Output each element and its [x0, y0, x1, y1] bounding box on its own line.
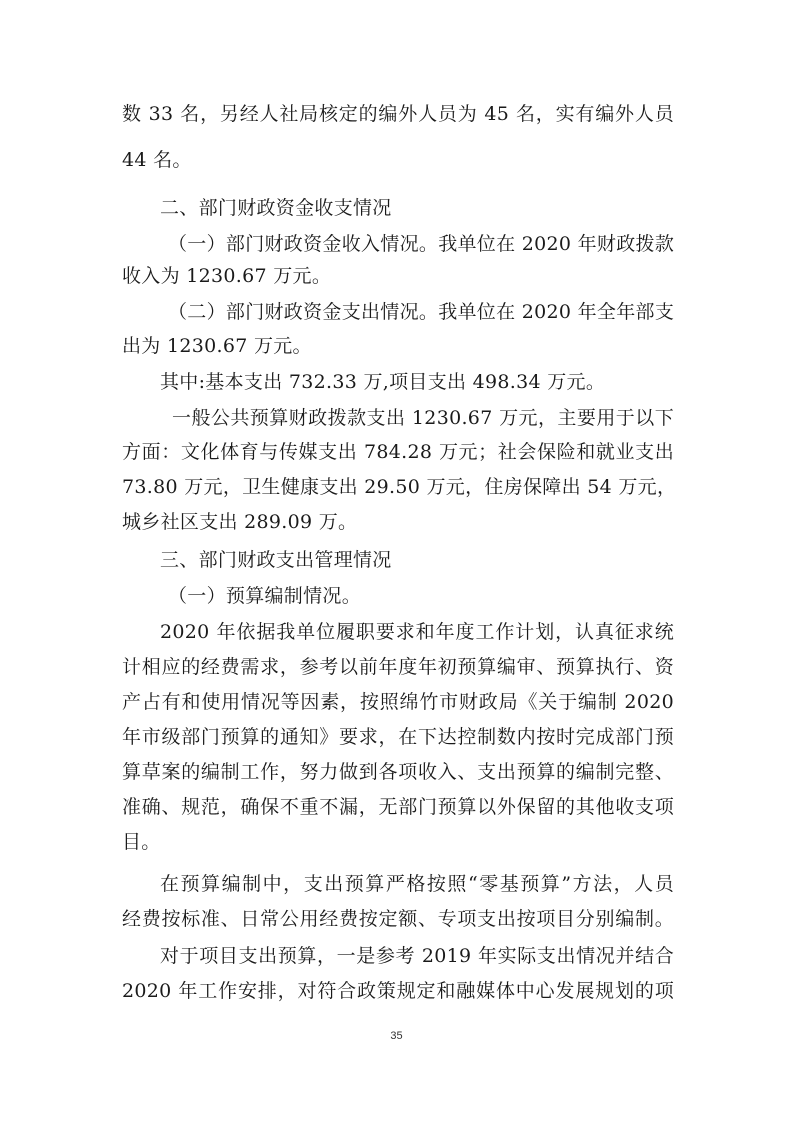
text-line: 准确、规范，确保不重不漏，无部门预算以外保留的其他收支项 [122, 796, 674, 818]
text-line: 产占有和使用情况等因素，按照绵竹市财政局《关于编制 2020 [122, 691, 674, 713]
text-line: 出为 1230.67 万元。 [122, 335, 312, 357]
text-line: 其中:基本支出 732.33 万,项目支出 498.34 万元。 [160, 371, 606, 393]
text-line: 目。 [122, 831, 161, 853]
text-line: 经费按标准、日常公用经费按定额、专项支出按项目分别编制。 [122, 908, 674, 930]
text-line: 方面：文化体育与传媒支出 784.28 万元；社会保险和就业支出 [122, 441, 674, 463]
section-heading: 三、部门财政支出管理情况 [160, 549, 392, 571]
text-line: （二）部门财政资金支出情况。我单位在 2020 年全年部支 [168, 301, 675, 323]
page-number: 35 [390, 1030, 403, 1042]
text-line: 2020 年工作安排，对符合政策规定和融媒体中心发展规划的项 [122, 980, 674, 1002]
text-line: （一）部门财政资金收入情况。我单位在 2020 年财政拨款 [168, 233, 675, 255]
text-line: 计相应的经费需求，参考以前年度年初预算编审、预算执行、资 [122, 656, 674, 678]
text-line: 算草案的编制工作，努力做到各项收入、支出预算的编制完整、 [122, 761, 674, 783]
text-line: 73.80 万元，卫生健康支出 29.50 万元，住房保障出 54 万元， [122, 476, 677, 498]
text-line: 收入为 1230.67 万元。 [122, 265, 332, 287]
text-line: 对于项目支出预算，一是参考 2019 年实际支出情况并结合 [160, 945, 674, 967]
section-heading: 二、部门财政资金收支情况 [160, 197, 392, 219]
text-line: 年市级部门预算的通知》要求，在下达控制数内按时完成部门预 [122, 726, 674, 748]
text-line: 一般公共预算财政拨款支出 1230.67 万元，主要用于以下 [172, 407, 674, 429]
text-line: 44 名。 [122, 149, 192, 171]
text-line: 2020 年依据我单位履职要求和年度工作计划，认真征求统 [160, 621, 674, 643]
text-line: 数 33 名，另经人社局核定的编外人员为 45 名，实有编外人员 [122, 103, 674, 125]
text-line: 在预算编制中，支出预算严格按照“零基预算”方法，人员 [160, 873, 674, 895]
text-line: 城乡社区支出 289.09 万。 [122, 511, 358, 533]
subsection-heading: （一）预算编制情况。 [168, 585, 362, 607]
